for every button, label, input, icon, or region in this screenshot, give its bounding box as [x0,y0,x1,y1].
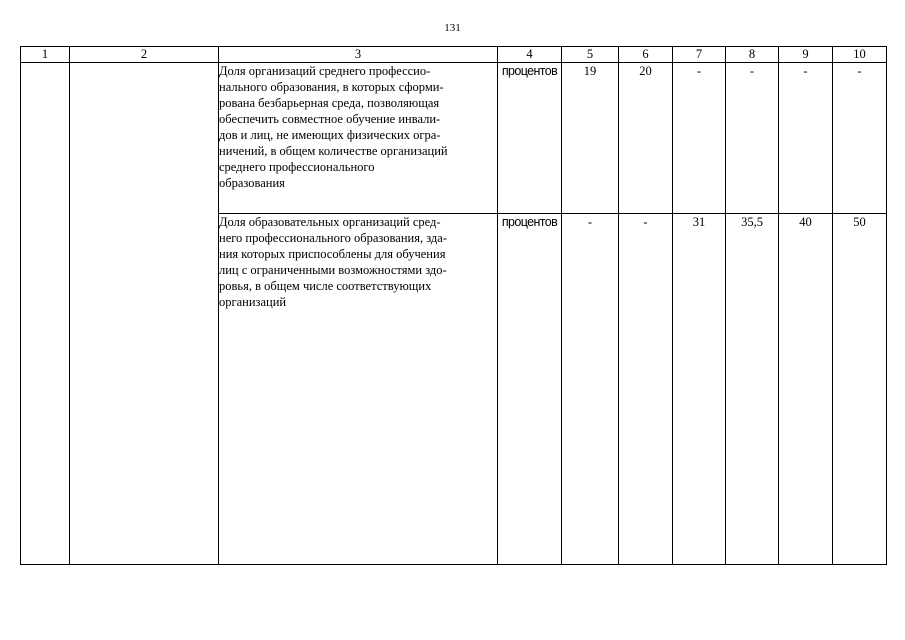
indicator-table [20,46,887,565]
description-line: лиц с ограниченными возможностями здо- [219,263,447,277]
description-line: образования [219,176,285,190]
description-line: дов и лиц, не имеющих физических огра- [219,128,441,142]
description-line: рована безбарьерная среда, позволяющая [219,96,440,110]
column-header: 10 [833,47,887,63]
description-line: Доля организаций среднего профессио- [219,64,431,78]
header-row [21,47,887,63]
description-line: организаций [219,295,287,309]
column-header: 7 [673,47,726,63]
column-header: 8 [726,47,779,63]
table-cell-col1 [21,63,70,565]
unit-cell: процентов [498,63,562,214]
description-line: ния которых приспособлены для обучения [219,247,446,261]
unit-cell: процентов [498,214,562,565]
page-number: 131 [444,22,461,34]
description-line: ровья, в общем числе соответствующих [219,279,432,293]
value-cell: 20 [619,63,673,214]
indicator-description [219,63,498,214]
column-header: 2 [70,47,219,63]
table-row [21,63,887,214]
value-cell: 31 [673,214,726,565]
description-line: ничений, в общем количестве организаций [219,144,448,158]
column-header: 4 [498,47,562,63]
column-header: 3 [219,47,498,63]
value-cell: 19 [562,63,619,214]
column-header: 6 [619,47,673,63]
description-line: нального образования, в которых сформи- [219,80,444,94]
column-header: 5 [562,47,619,63]
value-cell: 40 [779,214,833,565]
value-cell: - [619,214,673,565]
value-cell: - [779,63,833,214]
indicator-description [219,214,498,565]
column-header: 9 [779,47,833,63]
description-line: Доля образовательных организаций сред- [219,215,441,229]
value-cell: - [726,63,779,214]
value-cell: 35,5 [726,214,779,565]
description-line: обеспечить совместное обучение инвали- [219,112,441,126]
description-line: него профессионального образования, зда- [219,231,447,245]
value-cell: - [673,63,726,214]
table-cell-col2 [70,63,219,565]
value-cell: - [562,214,619,565]
value-cell: 50 [833,214,887,565]
column-header: 1 [21,47,70,63]
description-line: среднего профессионального [219,160,375,174]
value-cell: - [833,63,887,214]
